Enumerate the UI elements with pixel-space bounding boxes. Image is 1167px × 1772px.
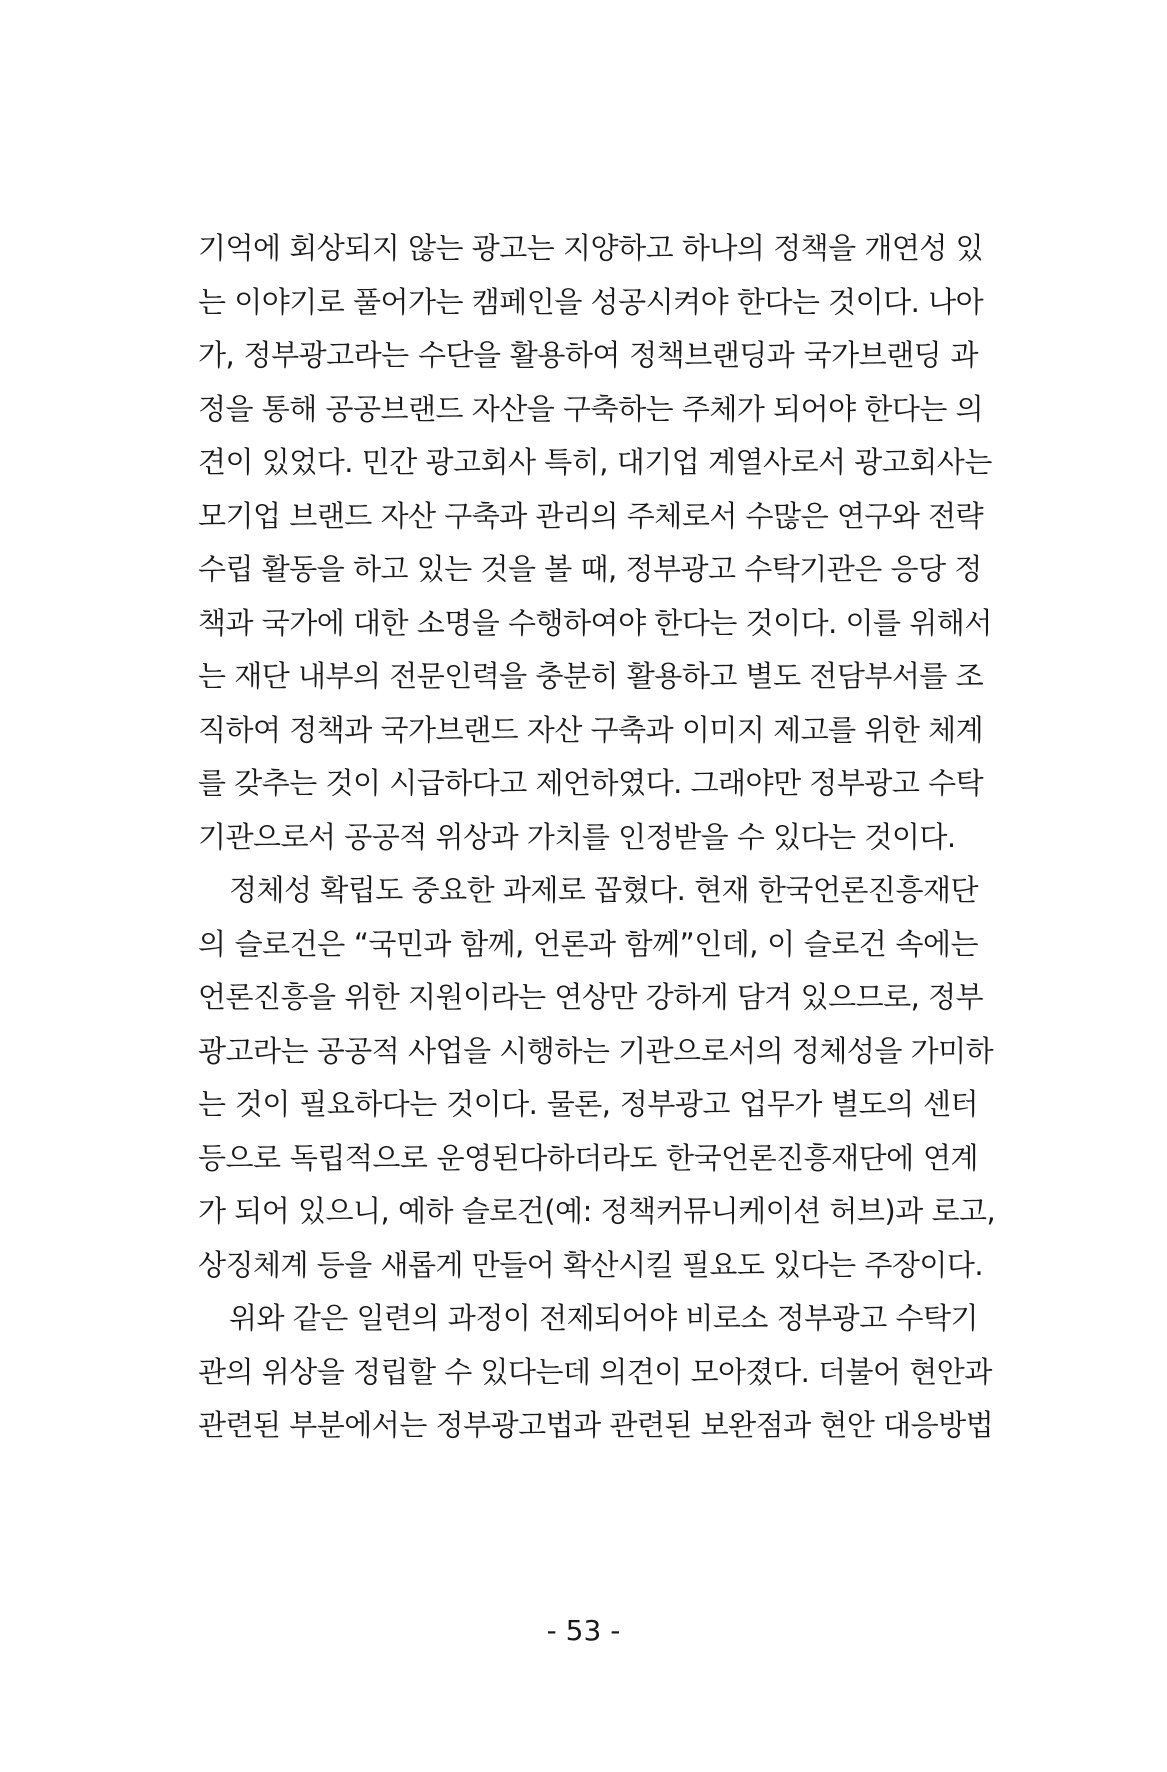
text-line: 를 갖추는 것이 시급하다고 제언하였다. 그래야만 정부광고 수탁 — [198, 766, 984, 800]
text-line: 정을 통해 공공브랜드 자산을 구축하는 주체가 되어야 한다는 의 — [198, 391, 984, 426]
text-line: 관련된 부분에서는 정부광고법과 관련된 보완점과 현안 대응방법 — [198, 1408, 994, 1442]
text-line: 모기업 브랜드 자산 구축과 관리의 주체로서 수많은 연구와 전략 — [198, 498, 984, 533]
text-line: 는 것이 필요하다는 것이다. 물론, 정부광고 업무가 별도의 센터 — [198, 1087, 978, 1121]
text-line: 위와 같은 일련의 과정이 전제되어야 비로소 정부광고 수탁기 — [229, 1301, 978, 1335]
text-line: 의 슬로건은 “국민과 함께, 언론과 함께”인데, 이 슬로건 속에는 — [198, 926, 978, 961]
text-line: 언론진흥을 위한 지원이라는 연상만 강하게 담겨 있으므로, 정부 — [198, 980, 984, 1014]
text-line: 책과 국가에 대한 소명을 수행하여야 한다는 것이다. 이를 위해서 — [198, 605, 992, 640]
body-text — [198, 222, 996, 1453]
text-line: 기관으로서 공공적 위상과 가치를 인정받을 수 있다는 것이다. — [198, 819, 956, 854]
text-line: 가 되어 있으니, 예하 슬로건(예: 정책커뮤니케이션 허브)과 로고, — [198, 1194, 996, 1228]
text-line: 정체성 확립도 중요한 과제로 꼽혔다. 현재 한국언론진흥재단 — [229, 873, 978, 907]
text-line: 는 재단 내부의 전문인력을 충분히 활용하고 별도 전담부서를 조 — [198, 659, 984, 693]
text-line: 기억에 회상되지 않는 광고는 지양하고 하나의 정책을 개연성 있 — [198, 231, 984, 265]
text-line: 는 이야기로 풀어가는 캠페인을 성공시켜야 한다는 것이다. 나아 — [198, 284, 984, 319]
text-line: 견이 있었다. 민간 광고회사 특히, 대기업 계열사로서 광고회사는 — [198, 445, 992, 479]
text-line: 상징체계 등을 새롭게 만들어 확산시킬 필요도 있다는 주장이다. — [198, 1247, 984, 1282]
text-line: 직하여 정책과 국가브랜드 자산 구축과 이미지 제고를 위한 체계 — [198, 712, 984, 747]
text-line: 등으로 독립적으로 운영된다하더라도 한국언론진흥재단에 연계 — [198, 1140, 978, 1175]
text-line: 광고라는 공공적 사업을 시행하는 기관으로서의 정체성을 가미하 — [198, 1033, 994, 1068]
text-line: 수립 활동을 하고 있는 것을 볼 때, 정부광고 수탁기관은 응당 정 — [198, 552, 982, 586]
page-number: - 53 - — [546, 1614, 621, 1647]
text-line: 관의 위상을 정립할 수 있다는데 의견이 모아졌다. 더불어 현안과 — [198, 1354, 992, 1389]
text-line: 가, 정부광고라는 수단을 활용하여 정책브랜딩과 국가브랜딩 과 — [198, 338, 978, 372]
